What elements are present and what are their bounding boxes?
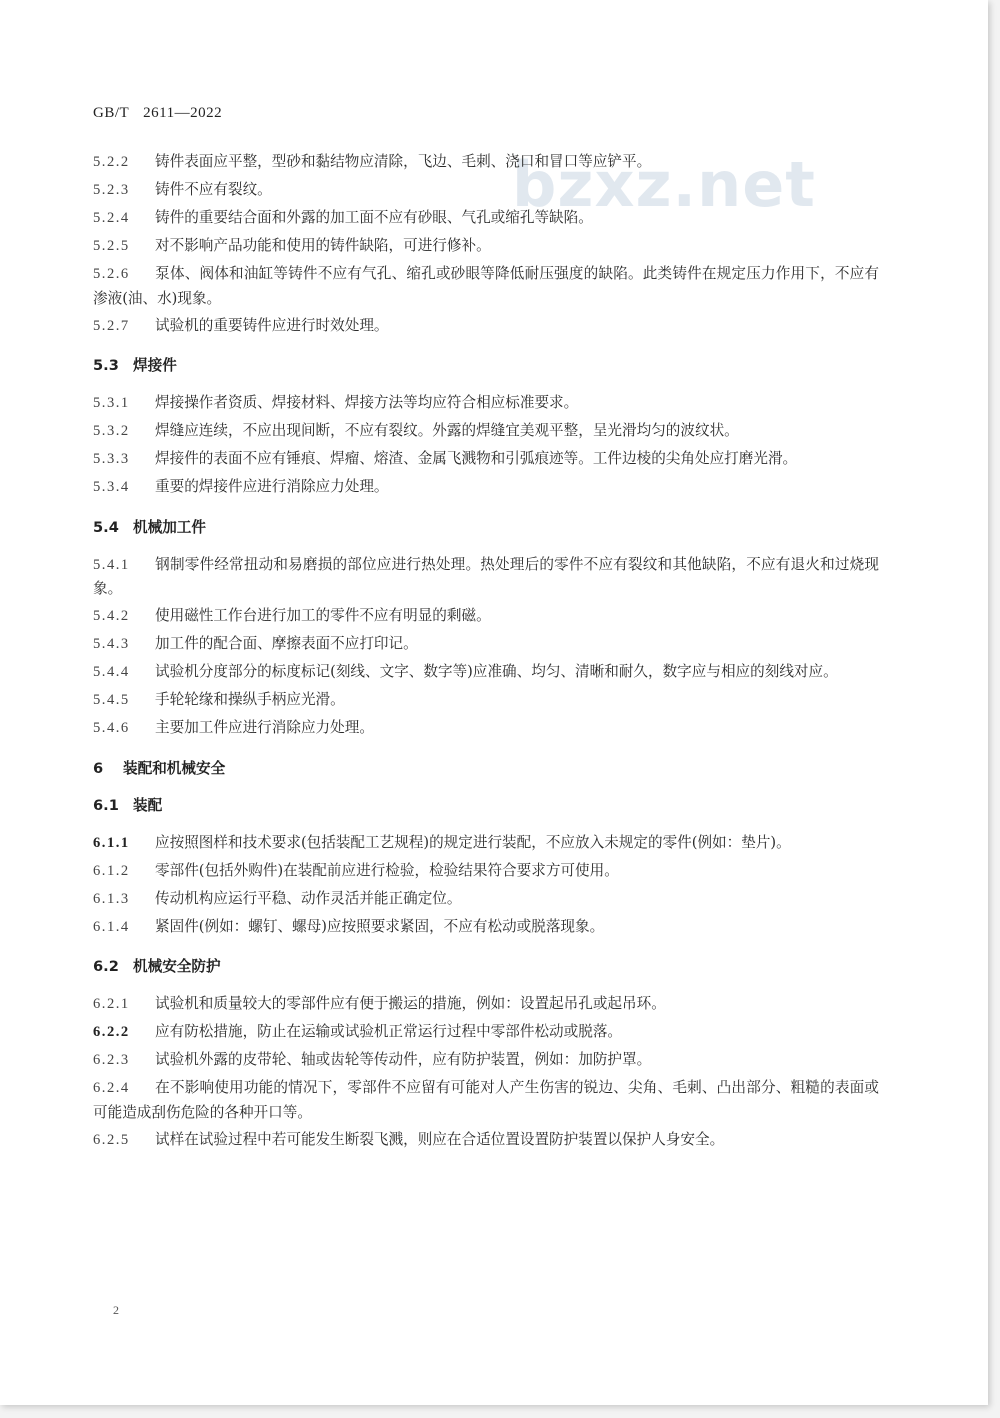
clause-paragraph bbox=[93, 419, 879, 444]
clause-paragraph bbox=[93, 447, 879, 472]
clause-text: 钢制零件经常扭动和易磨损的部位应进行热处理。热处理后的零件不应有裂纹和其他缺陷，不应有退火和过烧现象。 bbox=[93, 555, 879, 597]
clause-number: 5.4.5 bbox=[93, 692, 130, 708]
clause-number: 6.1.1 bbox=[93, 834, 130, 851]
section-heading bbox=[93, 516, 879, 537]
clause-paragraph bbox=[93, 660, 879, 685]
chapter-heading bbox=[93, 757, 879, 778]
clause-number: 6.1.2 bbox=[93, 862, 130, 879]
clause-text: 试样在试验过程中若可能发生断裂飞溅，则应在合适位置设置防护装置以保护人身安全。 bbox=[155, 1130, 725, 1148]
chapter-number: 6 bbox=[93, 759, 104, 777]
clause-text: 使用磁性工作台进行加工的零件不应有明显的剩磁。 bbox=[155, 607, 491, 624]
clause-number: 5.3.2 bbox=[93, 423, 130, 439]
clause-number: 5.2.4 bbox=[93, 210, 130, 226]
clause-text: 主要加工件应进行消除应力处理。 bbox=[155, 719, 374, 736]
clause-number: 5.3.3 bbox=[93, 451, 130, 467]
clause-number: 5.2.7 bbox=[93, 317, 130, 334]
clause-paragraph bbox=[93, 632, 879, 657]
section-heading bbox=[93, 955, 879, 976]
clause-number: 5.4.6 bbox=[93, 720, 130, 736]
clause-text: 铸件不应有裂纹。 bbox=[155, 181, 272, 198]
clause-paragraph bbox=[93, 1020, 879, 1045]
clause-text: 对不影响产品功能和使用的铸件缺陷，可进行修补。 bbox=[155, 237, 491, 254]
clause-text: 焊缝应连续，不应出现间断，不应有裂纹。外露的焊缝宜美观平整，呈光滑均匀的波纹状。 bbox=[155, 422, 739, 439]
clause-paragraph bbox=[93, 178, 879, 203]
section-title: 焊接件 bbox=[133, 357, 177, 374]
clause-text: 手轮轮缘和操纵手柄应光滑。 bbox=[155, 691, 345, 708]
section-title: 机械安全防护 bbox=[133, 958, 221, 975]
clause-text: 试验机分度部分的标度标记(刻线、文字、数字等)应准确、均匀、清晰和耐久，数字应与相应的刻线对应。 bbox=[155, 663, 838, 680]
clause-number: 6.1.3 bbox=[93, 890, 130, 907]
clause-text: 泵体、阀体和油缸等铸件不应有气孔、缩孔或砂眼等降低耐压强度的缺陷。此类铸件在规定压力作用下，不应有渗液(油、水)现象。 bbox=[93, 265, 879, 307]
clause-number: 6.2.4 bbox=[93, 1080, 130, 1096]
clause-number: 5.3.1 bbox=[93, 395, 130, 411]
clause-paragraph bbox=[93, 553, 879, 601]
clause-text: 焊接件的表面不应有锤痕、焊瘤、熔渣、金属飞溅物和引弧痕迹等。工件边棱的尖角处应打磨光滑。 bbox=[155, 450, 798, 467]
clause-paragraph bbox=[93, 475, 879, 500]
clause-number: 5.4.4 bbox=[93, 664, 130, 680]
clause-paragraph bbox=[93, 604, 879, 629]
section-number: 5.3 bbox=[93, 357, 119, 374]
document-body bbox=[93, 150, 879, 1156]
clause-text: 零部件(包括外购件)在装配前应进行检验，检验结果符合要求方可使用。 bbox=[155, 861, 619, 879]
section-heading bbox=[93, 354, 879, 375]
clause-text: 试验机和质量较大的零部件应有便于搬运的措施，例如：设置起吊孔或起吊环。 bbox=[155, 995, 666, 1012]
clause-text: 试验机外露的皮带轮、轴或齿轮等传动件，应有防护装置，例如：加防护罩。 bbox=[155, 1051, 652, 1068]
clause-paragraph bbox=[93, 234, 879, 259]
clause-text: 传动机构应运行平稳、动作灵活并能正确定位。 bbox=[155, 889, 462, 907]
clause-number: 5.2.6 bbox=[93, 266, 130, 282]
clause-number: 6.1.4 bbox=[93, 918, 130, 935]
clause-text: 在不影响使用功能的情况下，零部件不应留有可能对人产生伤害的锐边、尖角、毛刺、凸出部分、粗糙的表面或可能造成刮伤危险的各种开口等。 bbox=[93, 1079, 879, 1121]
clause-number: 5.4.2 bbox=[93, 608, 130, 624]
clause-text: 应按照图样和技术要求(包括装配工艺规程)的规定进行装配，不应放入未规定的零件(例如：垫片)。 bbox=[155, 833, 791, 851]
section-number: 6.2 bbox=[93, 958, 119, 975]
section-number: 6.1 bbox=[93, 796, 119, 814]
watermark: bzxz.net bbox=[512, 148, 816, 221]
clause-paragraph bbox=[93, 887, 879, 912]
clause-paragraph bbox=[93, 262, 879, 310]
clause-number: 6.2.1 bbox=[93, 996, 130, 1012]
clause-number: 5.2.5 bbox=[93, 238, 130, 254]
clause-paragraph bbox=[93, 716, 879, 741]
clause-paragraph bbox=[93, 1076, 879, 1124]
clause-paragraph bbox=[93, 150, 879, 175]
section-heading bbox=[93, 794, 879, 815]
clause-paragraph bbox=[93, 206, 879, 231]
clause-text: 试验机的重要铸件应进行时效处理。 bbox=[155, 316, 389, 334]
clause-number: 5.3.4 bbox=[93, 479, 130, 495]
section-title: 机械加工件 bbox=[133, 518, 206, 536]
clause-paragraph bbox=[93, 391, 879, 416]
clause-text: 紧固件(例如：螺钉、螺母)应按照要求紧固，不应有松动或脱落现象。 bbox=[155, 917, 605, 935]
clause-number: 5.4.1 bbox=[93, 556, 130, 573]
clause-paragraph bbox=[93, 1048, 879, 1073]
clause-number: 6.2.5 bbox=[93, 1131, 130, 1148]
clause-paragraph bbox=[93, 992, 879, 1017]
section-title: 装配 bbox=[133, 796, 163, 814]
clause-paragraph bbox=[93, 1128, 879, 1153]
clause-number: 6.2.3 bbox=[93, 1052, 130, 1068]
clause-number: 5.4.3 bbox=[93, 636, 130, 652]
clause-paragraph bbox=[93, 314, 879, 339]
standard-code-header: GB/T 2611—2022 bbox=[93, 105, 223, 121]
clause-text: 焊接操作者资质、焊接材料、焊接方法等均应符合相应标准要求。 bbox=[155, 394, 579, 411]
clause-text: 应有防松措施，防止在运输或试验机正常运行过程中零部件松动或脱落。 bbox=[155, 1023, 623, 1040]
clause-paragraph bbox=[93, 859, 879, 884]
page-number: 2 bbox=[113, 1303, 119, 1317]
clause-number: 5.2.3 bbox=[93, 182, 130, 198]
clause-text: 铸件表面应平整，型砂和黏结物应清除，飞边、毛刺、浇口和冒口等应铲平。 bbox=[155, 153, 652, 170]
chapter-title: 装配和机械安全 bbox=[123, 759, 226, 777]
clause-paragraph bbox=[93, 915, 879, 940]
clause-text: 加工件的配合面、摩擦表面不应打印记。 bbox=[155, 635, 418, 652]
clause-text: 铸件的重要结合面和外露的加工面不应有砂眼、气孔或缩孔等缺陷。 bbox=[155, 209, 593, 226]
section-number: 5.4 bbox=[93, 518, 119, 536]
clause-number: 5.2.2 bbox=[93, 154, 130, 170]
clause-paragraph bbox=[93, 688, 879, 713]
clause-text: 重要的焊接件应进行消除应力处理。 bbox=[155, 478, 389, 495]
clause-number: 6.2.2 bbox=[93, 1024, 130, 1040]
clause-paragraph bbox=[93, 831, 879, 856]
